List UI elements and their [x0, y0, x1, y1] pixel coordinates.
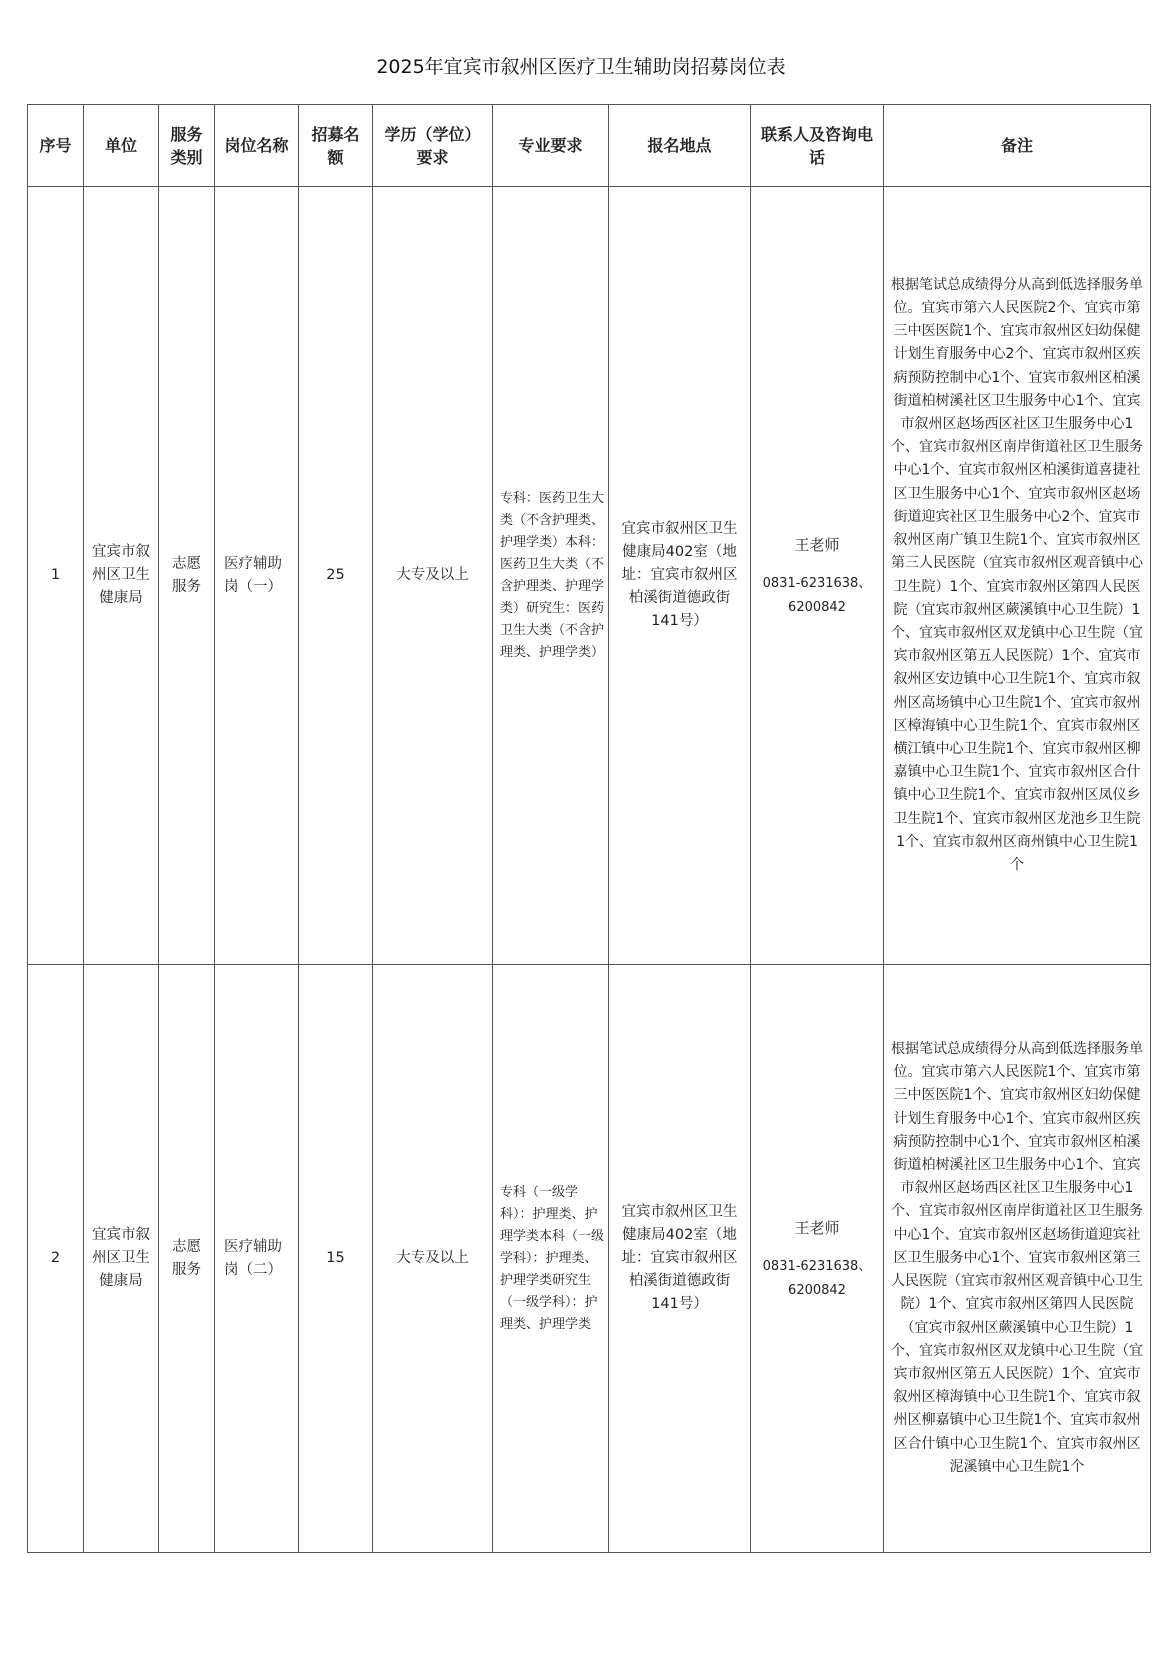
cell-location: 宜宾市叙州区卫生健康局402室（地址：宜宾市叙州区柏溪街道德政街141号）: [609, 965, 751, 1553]
cell-unit: 宜宾市叙州区卫生健康局: [84, 965, 159, 1553]
header-major: 专业要求: [493, 105, 609, 187]
cell-seq: 2: [28, 965, 84, 1553]
header-seq: 序号: [28, 105, 84, 187]
cell-notes: 根据笔试总成绩得分从高到低选择服务单位。宜宾市第六人民医院2个、宜宾市第三中医医院1个、宜宾市叙州区妇幼保健计划生育服务中心2个、宜宾市叙州区疾病预防控制中心1个、宜宾市叙州区柏溪街道柏树溪社区卫生服务中心1个、宜宾市叙州区赵场西区社区卫生服务中心1个、宜宾市叙州区南岸街道社区卫生服务中心1个、宜宾市叙州区柏溪街道喜捷社区卫生服务中心1个、宜宾市叙州区赵场街道迎宾社区卫生服务中心2个、宜宾市叙州区南广镇卫生院1个、宜宾市叙州区第三人民医院（宜宾市叙州区观音镇中心卫生院）1个、宜宾市叙州区第四人民医院（宜宾市叙州区蕨溪镇中心卫生院）1个、宜宾市叙州区双龙镇中心卫生院（宜宾市叙州区第五人民医院）1个、宜宾市叙州区安边镇中心卫生院1个、宜宾市叙州区高场镇中心卫生院1个、宜宾市叙州区樟海镇中心卫生院1个、宜宾市叙州区横江镇中心卫生院1个、宜宾市叙州区柳嘉镇中心卫生院1个、宜宾市叙州区合什镇中心卫生院1个、宜宾市叙州区凤仪乡卫生院1个、宜宾市叙州区龙池乡卫生院1个、宜宾市叙州区商州镇中心卫生院1个: [884, 187, 1151, 965]
header-education: 学历（学位）要求: [373, 105, 493, 187]
header-unit: 单位: [84, 105, 159, 187]
cell-seq: 1: [28, 187, 84, 965]
header-service-type: 服务类别: [159, 105, 215, 187]
document-title: 2025年宜宾市叙州区医疗卫生辅助岗招募岗位表: [376, 56, 786, 78]
contact-phone: 0831-6231638、6200842: [762, 575, 872, 615]
cell-notes: 根据笔试总成绩得分从高到低选择服务单位。宜宾市第六人民医院1个、宜宾市第三中医医院1个、宜宾市叙州区妇幼保健计划生育服务中心1个、宜宾市叙州区疾病预防控制中心1个、宜宾市叙州区柏溪街道柏树溪社区卫生服务中心1个、宜宾市叙州区赵场西区社区卫生服务中心1个、宜宾市叙州区南岸街道社区卫生服务中心1个、宜宾市叙州区赵场街道迎宾社区卫生服务中心1个、宜宾市叙州区第三人民医院（宜宾市叙州区观音镇中心卫生院）1个、宜宾市叙州区第四人民医院（宜宾市叙州区蕨溪镇中心卫生院）1个、宜宾市叙州区双龙镇中心卫生院（宜宾市叙州区第五人民医院）1个、宜宾市叙州区樟海镇中心卫生院1个、宜宾市叙州区柳嘉镇中心卫生院1个、宜宾市叙州区合什镇中心卫生院1个、宜宾市叙州区泥溪镇中心卫生院1个: [884, 965, 1151, 1553]
cell-major: 专科：医药卫生大类（不含护理类、护理学类）本科：医药卫生大类（不含护理类、护理学类）研究生：医药卫生大类（不含护理类、护理学类）: [493, 187, 609, 965]
cell-post-name: 医疗辅助岗（一）: [215, 187, 299, 965]
cell-education: 大专及以上: [373, 187, 493, 965]
cell-quota: 25: [299, 187, 373, 965]
cell-post-name: 医疗辅助岗（二）: [215, 965, 299, 1553]
contact-name: 王老师: [794, 535, 840, 554]
header-contact: 联系人及咨询电话: [751, 105, 884, 187]
header-location: 报名地点: [609, 105, 751, 187]
cell-major: 专科（一级学科）：护理类、护理学类本科（一级学科）：护理类、护理学类研究生（一级学科）：护理类、护理学类: [493, 965, 609, 1553]
table-header-row: [28, 105, 1151, 187]
cell-quota: 15: [299, 965, 373, 1553]
header-post-name: 岗位名称: [215, 105, 299, 187]
contact-phone: 0831-6231638、6200842: [762, 1258, 872, 1298]
header-notes: 备注: [884, 105, 1151, 187]
recruitment-table: [27, 104, 1151, 1553]
cell-location: 宜宾市叙州区卫生健康局402室（地址：宜宾市叙州区柏溪街道德政街141号）: [609, 187, 751, 965]
header-quota: 招募名额: [299, 105, 373, 187]
table-row: [28, 187, 1151, 965]
cell-service-type: 志愿服务: [159, 187, 215, 965]
contact-name: 王老师: [794, 1218, 840, 1237]
cell-contact: [751, 187, 884, 965]
cell-education: 大专及以上: [373, 965, 493, 1553]
table-row: [28, 965, 1151, 1553]
cell-unit: 宜宾市叙州区卫生健康局: [84, 187, 159, 965]
cell-contact: [751, 965, 884, 1553]
cell-service-type: 志愿服务: [159, 965, 215, 1553]
